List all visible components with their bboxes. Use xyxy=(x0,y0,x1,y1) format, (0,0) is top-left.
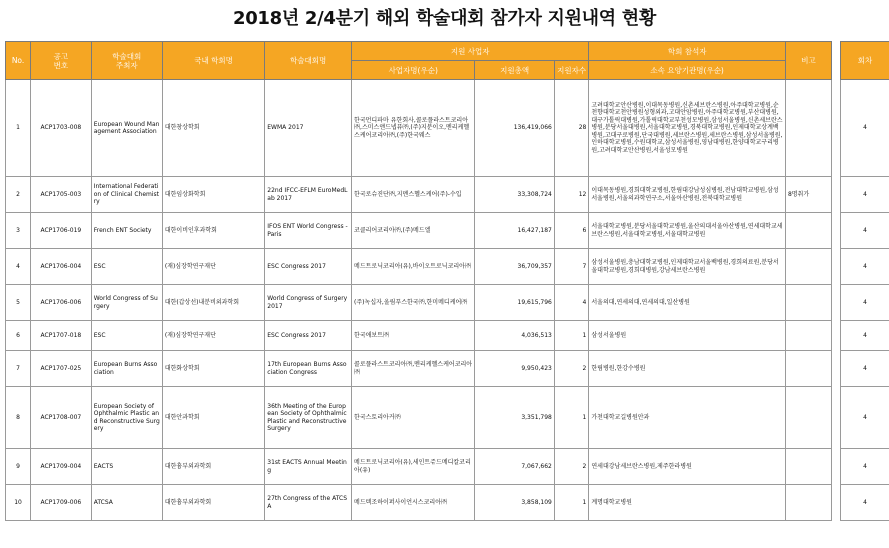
cell-note xyxy=(785,285,831,321)
table-row xyxy=(6,449,832,485)
header-host: 학술대회 주최자 xyxy=(91,42,162,80)
table-row xyxy=(6,249,832,285)
cell-count: 12 xyxy=(554,177,589,213)
cell-no: 7 xyxy=(6,351,31,387)
cell-no: 5 xyxy=(6,285,31,321)
cell-company: 한국애보트㈜ xyxy=(352,321,475,351)
cell-note xyxy=(785,80,831,177)
cell-domestic-society: 대한이비인후과학회 xyxy=(162,213,264,249)
cell-institution: 한림병원,한강수병원 xyxy=(589,351,786,387)
cell-note xyxy=(785,321,831,351)
cell-host: European Wound Management Association xyxy=(91,80,162,177)
header-support-group: 지원 사업자 xyxy=(352,42,589,61)
cell-note: 8명취가 xyxy=(785,177,831,213)
cell-round: 4 xyxy=(841,387,889,449)
round-row xyxy=(841,177,889,213)
round-row xyxy=(841,213,889,249)
cell-host: EACTS xyxy=(91,449,162,485)
cell-company: 코클리어코리아㈜,(주)메드엘 xyxy=(352,213,475,249)
cell-notice-no: ACP1708-007 xyxy=(31,387,92,449)
cell-note xyxy=(785,249,831,285)
cell-note xyxy=(785,485,831,521)
cell-conference: 17th European Burns Association Congress xyxy=(265,351,352,387)
cell-note xyxy=(785,351,831,387)
cell-institution: 이대목동병원,경희대학교병원,한림대강남성심병원,전남대학교병원,삼성서울병원,서울의과학연구소,서울아산병원,전북대학교병원 xyxy=(589,177,786,213)
cell-conference: ESC Congress 2017 xyxy=(265,321,352,351)
cell-amount: 16,427,187 xyxy=(475,213,554,249)
header-round: 회차 xyxy=(841,42,889,80)
cell-notice-no: ACP1709-006 xyxy=(31,485,92,521)
cell-institution: 고려대학교안산병원,이대목동병원,신촌세브란스병원,아주대학교병원,순천향대학교천안병원성형외과,고대안암병원,아주대학교병원,부산대병원,대구가톨릭대병원,가톨릭대학교부천성모병원,삼성서울병원,신촌세브란스병원,분당서울대병원,서울대학교병원,경북대학교병원,인제대학교상계백병원,고대구로병원,단국대병원,세브란스병원,세브란스병원,삼성서울병원,인하대학교병원,수원대학교,삼성서울병원,영남대병원,한양대학교구리병원,고려대학교안산병원,서울성모병원 xyxy=(589,80,786,177)
cell-domestic-society: 대한화상학회 xyxy=(162,351,264,387)
cell-amount: 3,351,798 xyxy=(475,387,554,449)
table-row xyxy=(6,177,832,213)
cell-company: 콜로플라스트코리아㈜,멘리케헬스케어코리아㈜ xyxy=(352,351,475,387)
cell-amount: 36,709,357 xyxy=(475,249,554,285)
header-company: 사업자명(우순) xyxy=(352,61,475,80)
round-row xyxy=(841,321,889,351)
cell-host: European Society of Ophthalmic Plastic and Reconstructive Surgery xyxy=(91,387,162,449)
table-row xyxy=(6,80,832,177)
cell-count: 28 xyxy=(554,80,589,177)
cell-amount: 33,308,724 xyxy=(475,177,554,213)
cell-domestic-society: 대한흉부외과학회 xyxy=(162,485,264,521)
cell-amount: 3,858,109 xyxy=(475,485,554,521)
cell-notice-no: ACP1705-003 xyxy=(31,177,92,213)
cell-round: 4 xyxy=(841,213,889,249)
round-row xyxy=(841,387,889,449)
cell-domestic-society: 대한흉부외과학회 xyxy=(162,449,264,485)
table-row xyxy=(6,213,832,249)
cell-conference: 31st EACTS Annual Meeting xyxy=(265,449,352,485)
cell-notice-no: ACP1707-025 xyxy=(31,351,92,387)
cell-round: 4 xyxy=(841,249,889,285)
cell-count: 1 xyxy=(554,387,589,449)
cell-conference: EWMA 2017 xyxy=(265,80,352,177)
cell-domestic-society: 대한창상학회 xyxy=(162,80,264,177)
cell-notice-no: ACP1706-004 xyxy=(31,249,92,285)
table-row xyxy=(6,285,832,321)
round-table xyxy=(840,41,889,521)
cell-notice-no: ACP1706-019 xyxy=(31,213,92,249)
cell-institution: 연세대강남세브란스병원,제주한라병원 xyxy=(589,449,786,485)
cell-host: World Congress of Surgery xyxy=(91,285,162,321)
table-row xyxy=(6,485,832,521)
cell-institution: 가천대학교길병원안과 xyxy=(589,387,786,449)
cell-host: ESC xyxy=(91,321,162,351)
cell-domestic-society: 대한안과학회 xyxy=(162,387,264,449)
page-title: 2018년 2/4분기 해외 학술대회 참가자 지원내역 현황 xyxy=(232,8,656,29)
cell-host: French ENT Society xyxy=(91,213,162,249)
cell-institution: 삼성서울병원,충남대학교병원,인제대학교서울백병원,경희의료원,분당서울대학교병원,경희대병원,강남세브란스병원 xyxy=(589,249,786,285)
cell-conference: IFOS ENT World Congress - Paris xyxy=(265,213,352,249)
cell-host: ATCSA xyxy=(91,485,162,521)
cell-host: International Federation of Clinical Chemistry xyxy=(91,177,162,213)
cell-no: 4 xyxy=(6,249,31,285)
cell-domestic-society: (재)심장학연구재단 xyxy=(162,321,264,351)
cell-domestic-society: 대한(갑상선)내분비외과학회 xyxy=(162,285,264,321)
round-row xyxy=(841,285,889,321)
header-amount: 지원총액 xyxy=(475,61,554,80)
cell-round: 4 xyxy=(841,177,889,213)
round-row xyxy=(841,449,889,485)
cell-company: 메드텍조하이퍼사이언시스코리아㈜ xyxy=(352,485,475,521)
cell-conference: 22nd IFCC-EFLM EuroMedLab 2017 xyxy=(265,177,352,213)
cell-amount: 4,036,513 xyxy=(475,321,554,351)
cell-company: 한국로슈진단㈜,지멘스헬스케어(주)-수입 xyxy=(352,177,475,213)
round-row xyxy=(841,249,889,285)
cell-notice-no: ACP1703-008 xyxy=(31,80,92,177)
cell-amount: 7,067,662 xyxy=(475,449,554,485)
cell-host: European Burns Association xyxy=(91,351,162,387)
cell-count: 4 xyxy=(554,285,589,321)
cell-round: 4 xyxy=(841,321,889,351)
cell-institution: 계명대학교병원 xyxy=(589,485,786,521)
cell-domestic-society: 대한임상화학회 xyxy=(162,177,264,213)
cell-company: 한국스토리아커㈜ xyxy=(352,387,475,449)
cell-company: 한국먼디파마 유한회사,콜로플라스트코리아㈜,스미스앤드넵퓨㈜,(주)지분이오,멘리케헬스케어코리아㈜,(주)한국웨스 xyxy=(352,80,475,177)
cell-count: 2 xyxy=(554,449,589,485)
cell-host: ESC xyxy=(91,249,162,285)
round-row xyxy=(841,485,889,521)
cell-notice-no: ACP1707-018 xyxy=(31,321,92,351)
cell-count: 6 xyxy=(554,213,589,249)
cell-no: 10 xyxy=(6,485,31,521)
cell-round: 4 xyxy=(841,285,889,321)
cell-amount: 9,950,423 xyxy=(475,351,554,387)
header-no: No. xyxy=(6,42,31,80)
cell-conference: 27th Congress of the ATCSA xyxy=(265,485,352,521)
cell-notice-no: ACP1706-006 xyxy=(31,285,92,321)
cell-no: 1 xyxy=(6,80,31,177)
cell-institution: 서울대학교병원,분당서울대학교병원,울산의대서울아산병원,연세대학교세브란스병원,서울대학교병원,서울대학교병원 xyxy=(589,213,786,249)
header-conference: 학술대회명 xyxy=(265,42,352,80)
cell-round: 4 xyxy=(841,80,889,177)
cell-conference: ESC Congress 2017 xyxy=(265,249,352,285)
cell-no: 9 xyxy=(6,449,31,485)
cell-count: 1 xyxy=(554,485,589,521)
cell-amount: 136,419,066 xyxy=(475,80,554,177)
cell-notice-no: ACP1709-004 xyxy=(31,449,92,485)
cell-company: 메드트로닉코리아(유),세인트쥬드메디칼코리아(유) xyxy=(352,449,475,485)
cell-no: 3 xyxy=(6,213,31,249)
cell-round: 4 xyxy=(841,351,889,387)
cell-note xyxy=(785,387,831,449)
table-row xyxy=(6,321,832,351)
cell-round: 4 xyxy=(841,449,889,485)
table-row xyxy=(6,387,832,449)
header-domestic-society: 국내 학회명 xyxy=(162,42,264,80)
table-row xyxy=(6,351,832,387)
header-count: 지원자수 xyxy=(554,61,589,80)
cell-round: 4 xyxy=(841,485,889,521)
cell-note xyxy=(785,449,831,485)
cell-amount: 19,615,796 xyxy=(475,285,554,321)
cell-no: 2 xyxy=(6,177,31,213)
round-row xyxy=(841,351,889,387)
header-note: 비고 xyxy=(785,42,831,80)
header-institution: 소속 요양기관명(우순) xyxy=(589,61,786,80)
cell-count: 2 xyxy=(554,351,589,387)
round-row xyxy=(841,80,889,177)
header-attendee-group: 학회 참석자 xyxy=(589,42,786,61)
cell-conference: World Congress of Surgery 2017 xyxy=(265,285,352,321)
cell-conference: 36th Meeting of the European Society of Ophthalmic Plastic and Reconstructive Surgery xyxy=(265,387,352,449)
cell-no: 8 xyxy=(6,387,31,449)
cell-domestic-society: (재)심장학연구재단 xyxy=(162,249,264,285)
cell-institution: 서울의대,연세의대,연세의대,일산병원 xyxy=(589,285,786,321)
cell-count: 7 xyxy=(554,249,589,285)
support-table xyxy=(5,41,832,521)
cell-note xyxy=(785,213,831,249)
cell-institution: 삼성서울병원 xyxy=(589,321,786,351)
header-notice-no: 공고 번호 xyxy=(31,42,92,80)
cell-count: 1 xyxy=(554,321,589,351)
cell-no: 6 xyxy=(6,321,31,351)
cell-company: 메드트로닉코리아(유),바이오트로닉코리아㈜ xyxy=(352,249,475,285)
cell-company: (주)녹십자,올림푸스한국㈜,한미메디케어㈜ xyxy=(352,285,475,321)
